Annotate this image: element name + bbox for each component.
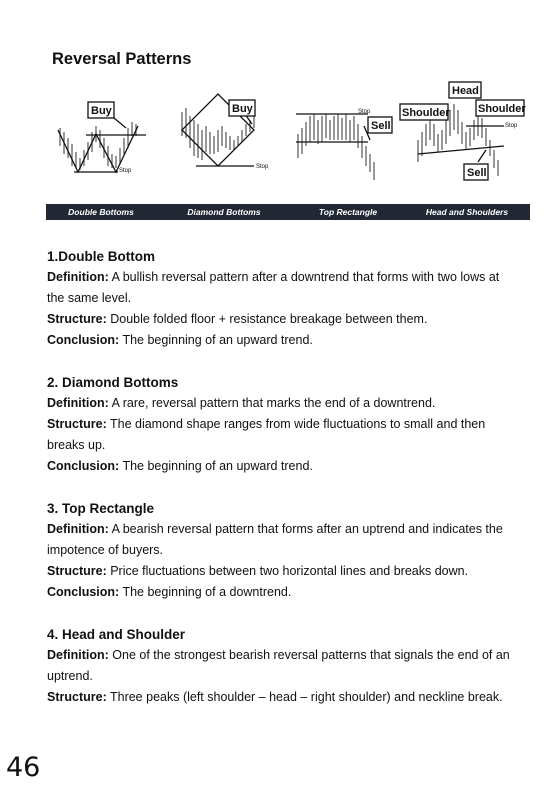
definition-text <box>47 267 517 309</box>
shoulder-label-right: Shoulder <box>478 103 526 115</box>
definition-value: One of the strongest bearish reversal patterns that signals the end of an uptrend. <box>47 648 510 683</box>
structure-value: Price fluctuations between two horizontal lines and breaks down. <box>110 564 469 578</box>
section-top-rectangle <box>47 498 517 603</box>
conclusion-text <box>47 456 517 477</box>
head-label: Head <box>452 85 479 97</box>
section-double-bottom <box>47 246 517 351</box>
section-heading: 4. Head and Shoulder <box>47 627 186 642</box>
stop-label-2: Stop <box>256 164 269 170</box>
sell-label-1: Sell <box>371 120 391 132</box>
structure-value: Three peaks (left shoulder – head – right shoulder) and neckline break. <box>109 690 503 704</box>
buy-label-2: Buy <box>232 103 253 115</box>
sell-label-2: Sell <box>467 167 487 179</box>
conclusion-value: The beginning of an upward trend. <box>122 459 313 473</box>
stop-label-1: Stop <box>119 168 132 174</box>
structure-label: Structure: <box>47 312 107 326</box>
structure-text <box>47 561 517 582</box>
page-number: 46 <box>6 752 41 783</box>
structure-value: Double folded floor + resistance breakage between them. <box>110 312 428 326</box>
figure-caption-bar <box>46 204 530 220</box>
page-title: Reversal Patterns <box>52 50 192 68</box>
caption-top-rectangle: Top Rectangle <box>318 207 378 217</box>
structure-text <box>47 309 517 330</box>
conclusion-label: Conclusion: <box>47 459 120 473</box>
buy-label-1: Buy <box>91 105 112 117</box>
stop-label-4: Stop <box>505 123 518 129</box>
definition-label: Definition: <box>47 396 109 410</box>
conclusion-label: Conclusion: <box>47 333 120 347</box>
structure-label: Structure: <box>47 690 107 704</box>
stop-label-3: Stop <box>358 109 371 115</box>
definition-label: Definition: <box>47 522 109 536</box>
structure-text <box>47 687 517 708</box>
definition-label: Definition: <box>47 270 109 284</box>
shoulder-label-left: Shoulder <box>402 107 450 119</box>
caption-diamond-bottoms: Diamond Bottoms <box>187 207 261 217</box>
definition-label: Definition: <box>47 648 109 662</box>
definition-value: A bearish reversal pattern that forms after an uptrend and indicates the impotence of buyers. <box>47 522 503 557</box>
content <box>47 246 517 729</box>
patterns-illustration <box>46 80 530 204</box>
structure-value: The diamond shape ranges from wide fluctuations to small and then breaks up. <box>47 417 486 452</box>
conclusion-label: Conclusion: <box>47 585 120 599</box>
reversal-patterns-figure <box>46 80 530 220</box>
caption-double-bottoms: Double Bottoms <box>68 207 134 217</box>
section-diamond-bottoms <box>47 372 517 477</box>
structure-text <box>47 414 517 456</box>
section-heading: 1.Double Bottom <box>47 249 155 264</box>
section-head-and-shoulder <box>47 624 517 708</box>
structure-label: Structure: <box>47 564 107 578</box>
conclusion-value: The beginning of an upward trend. <box>122 333 313 347</box>
structure-label: Structure: <box>47 417 107 431</box>
conclusion-value: The beginning of a downtrend. <box>122 585 292 599</box>
definition-text <box>47 519 517 561</box>
definition-text <box>47 645 517 687</box>
caption-head-and-shoulders: Head and Shoulders <box>425 207 509 217</box>
conclusion-text <box>47 330 517 351</box>
section-heading: 3. Top Rectangle <box>47 501 155 516</box>
definition-text <box>47 393 517 414</box>
conclusion-text <box>47 582 517 603</box>
definition-value: A bullish reversal pattern after a downtrend that forms with two lows at the same level. <box>47 270 500 305</box>
section-heading: 2. Diamond Bottoms <box>47 375 179 390</box>
definition-value: A rare, reversal pattern that marks the end of a downtrend. <box>111 396 436 410</box>
